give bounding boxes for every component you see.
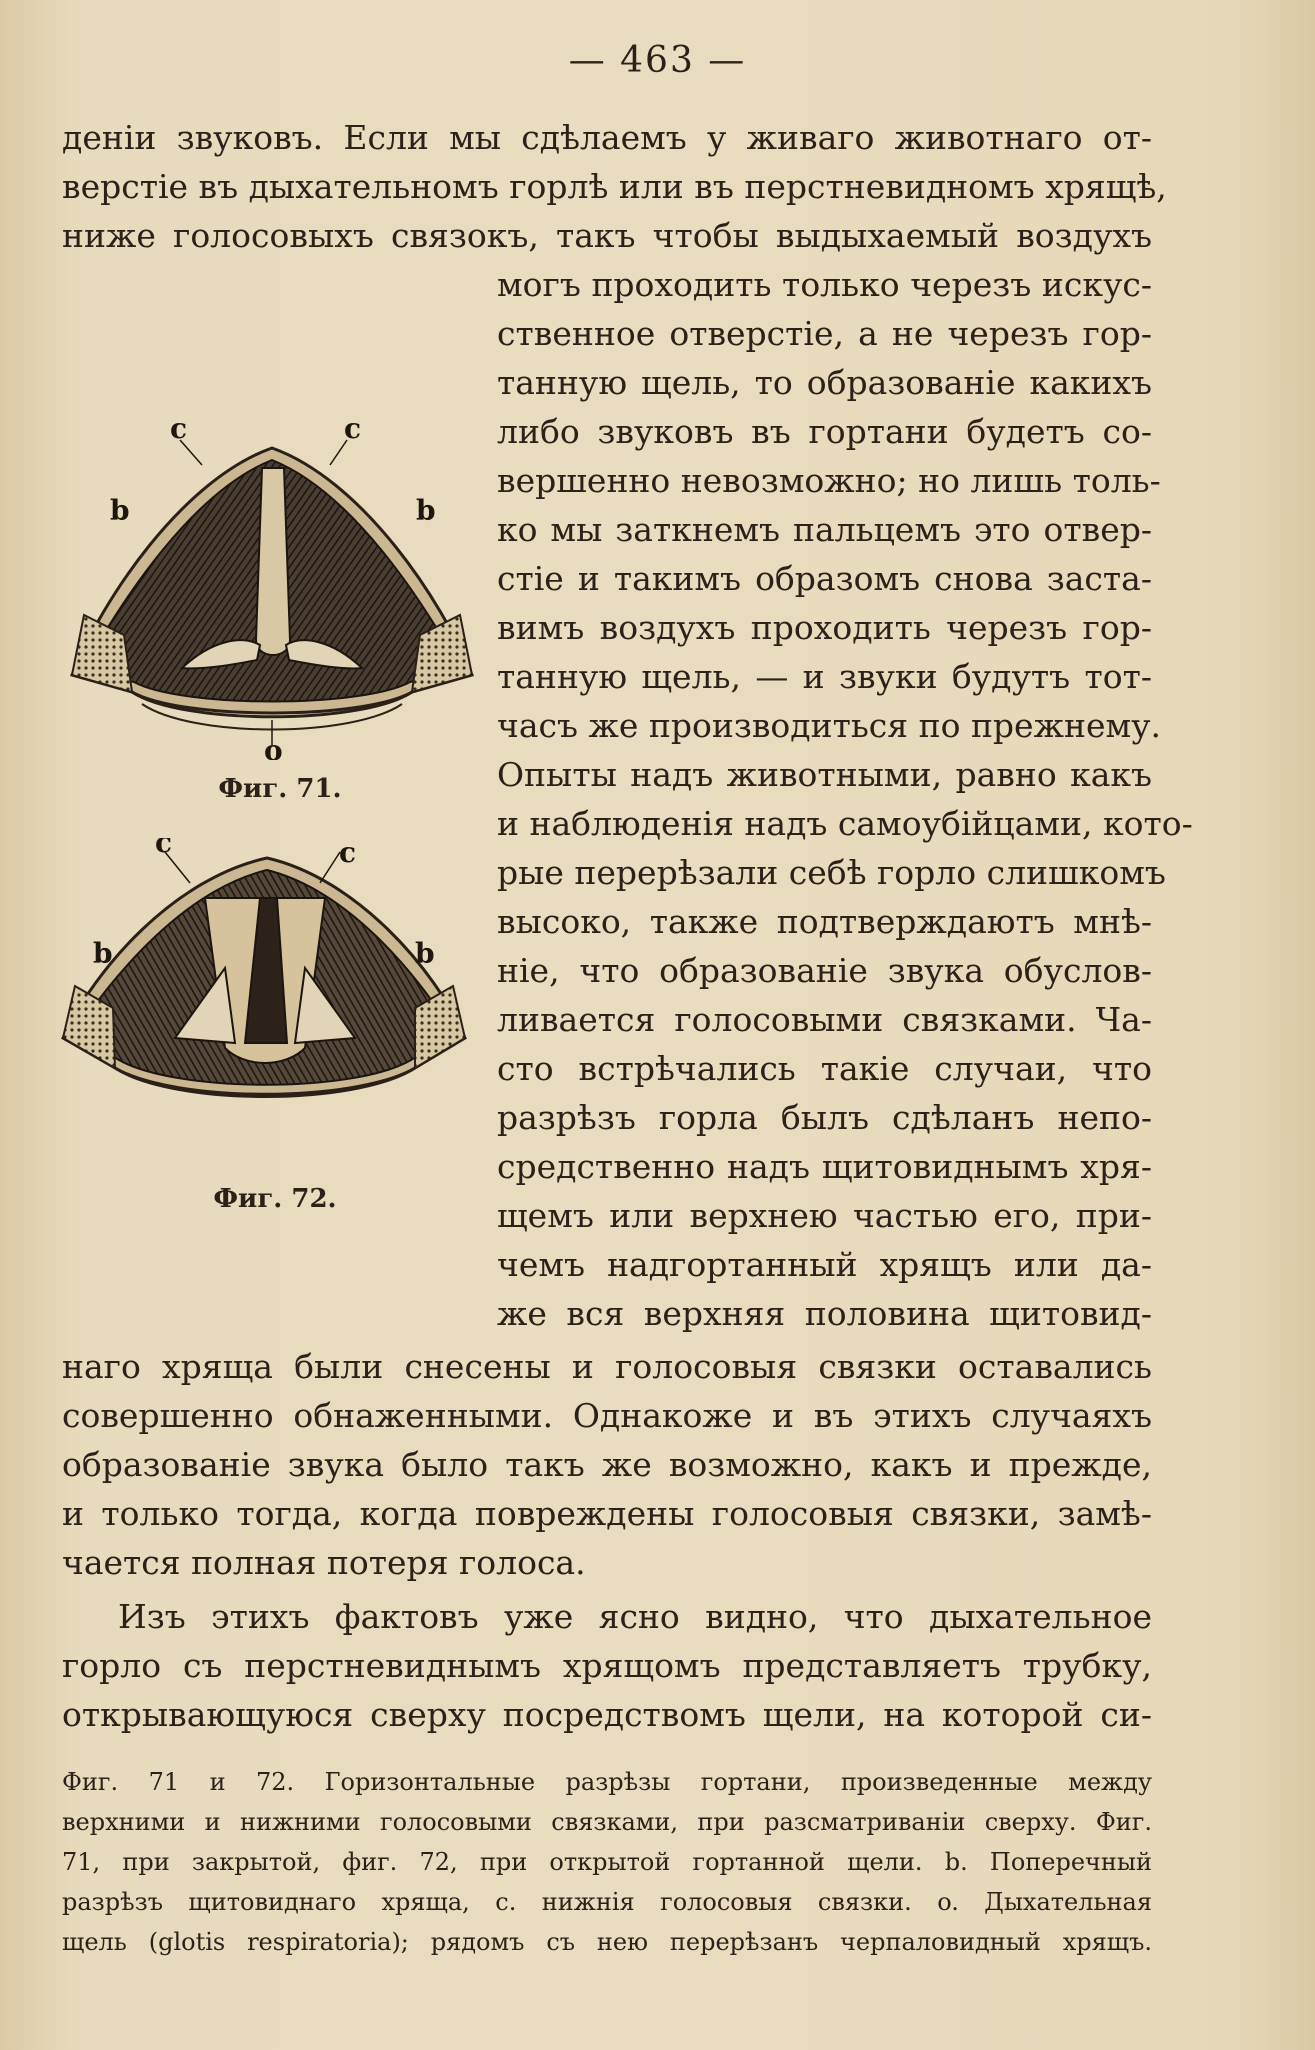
body-line: и наблюденія надъ самоубійцами, кото- [497, 804, 1193, 843]
label-c-right: c [344, 420, 362, 445]
body-line: танную щель, — и звуки будутъ тот- [497, 657, 1152, 696]
larynx-closed-illustration [62, 420, 482, 760]
body-line: наго хряща были снесены и голосовыя связки оставались [62, 1347, 1152, 1386]
body-line: ственное отверстіе, а не черезъ гор- [497, 314, 1152, 353]
body-line: верстіе въ дыхательномъ горлѣ или въ перстневидномъ хрящѣ, [62, 167, 1167, 206]
label-b-right: b [415, 937, 435, 970]
larynx-open-illustration [55, 838, 475, 1148]
body-line: вершенно невозможно; но лишь толь- [497, 461, 1161, 500]
body-line: вимъ воздухъ проходить черезъ гор- [497, 608, 1152, 647]
body-line: сто встрѣчались такіе случаи, что [497, 1049, 1152, 1088]
footnote-line: 71, при закрытой, фиг. 72, при открытой гортанной щели. b. Поперечный [62, 1848, 1152, 1876]
label-b-left: b [93, 937, 113, 970]
body-line: танную щель, то образованіе какихъ [497, 363, 1152, 402]
body-line: и только тогда, когда повреждены голосовыя связки, замѣ- [62, 1494, 1152, 1533]
label-c-right: c [339, 838, 357, 869]
body-line: могъ проходить только черезъ искус- [497, 265, 1152, 304]
footnote-line: разрѣзъ щитовиднаго хряща, c. нижнія голосовыя связки. o. Дыхательная [62, 1888, 1152, 1916]
body-line: совершенно обнаженными. Однакоже и въ этихъ случаяхъ [62, 1396, 1152, 1435]
body-line: либо звуковъ въ гортани будетъ со- [497, 412, 1152, 451]
label-c-left: c [155, 838, 173, 859]
body-line: чается полная потеря голоса. [62, 1543, 586, 1582]
body-line: ниже голосовыхъ связокъ, такъ чтобы выдыхаемый воздухъ [62, 216, 1152, 255]
label-b-left: b [110, 494, 130, 527]
figure-72-caption: Фиг. 72. [213, 1184, 337, 1214]
body-line: ніе, что образованіе звука обуслов- [497, 951, 1152, 990]
body-line: высоко, также подтверждаютъ мнѣ- [497, 902, 1152, 941]
figure-71 [62, 420, 482, 760]
footnote-line: Фиг. 71 и 72. Горизонтальные разрѣзы гортани, произведенные между [62, 1768, 1152, 1796]
body-line: деніи звуковъ. Если мы сдѣлаемъ у живаго животнаго от- [62, 118, 1152, 157]
body-line: щемъ или верхнею частью его, при- [497, 1196, 1152, 1235]
body-line: чемъ надгортанный хрящъ или да- [497, 1245, 1152, 1284]
body-line: средственно надъ щитовиднымъ хря- [497, 1147, 1152, 1186]
body-line: ливается голосовыми связками. Ча- [497, 1000, 1152, 1039]
body-line: часъ же производиться по прежнему. [497, 706, 1162, 745]
label-o: o [264, 734, 283, 760]
footnote-line: щель (glotis respiratoria); рядомъ съ нею перерѣзанъ черпаловидный хрящъ. [62, 1928, 1152, 1956]
body-line: Опыты надъ животными, равно какъ [497, 755, 1152, 794]
footnote-line: верхними и нижними голосовыми связками, при разсматриваніи сверху. Фиг. [62, 1808, 1152, 1836]
body-line: Изъ этихъ фактовъ уже ясно видно, что дыхательное [118, 1597, 1152, 1636]
body-line: разрѣзъ горла былъ сдѣланъ непо- [497, 1098, 1152, 1137]
figure-71-caption: Фиг. 71. [218, 774, 342, 804]
figure-72 [55, 838, 475, 1148]
body-line: открывающуюся сверху посредствомъ щели, на которой си- [62, 1695, 1152, 1734]
body-line: рые перерѣзали себѣ горло слишкомъ [497, 853, 1166, 892]
body-line: горло съ перстневиднымъ хрящомъ представляетъ трубку, [62, 1646, 1152, 1685]
label-c-left: c [170, 420, 188, 445]
body-line: образованіе звука было такъ же возможно, какъ и прежде, [62, 1445, 1152, 1484]
body-line: ко мы заткнемъ пальцемъ это отвер- [497, 510, 1152, 549]
page-number: — 463 — [568, 40, 747, 81]
label-b-right: b [416, 494, 436, 527]
body-line: же вся верхняя половина щитовид- [497, 1294, 1152, 1333]
body-line: стіе и такимъ образомъ снова заста- [497, 559, 1152, 598]
